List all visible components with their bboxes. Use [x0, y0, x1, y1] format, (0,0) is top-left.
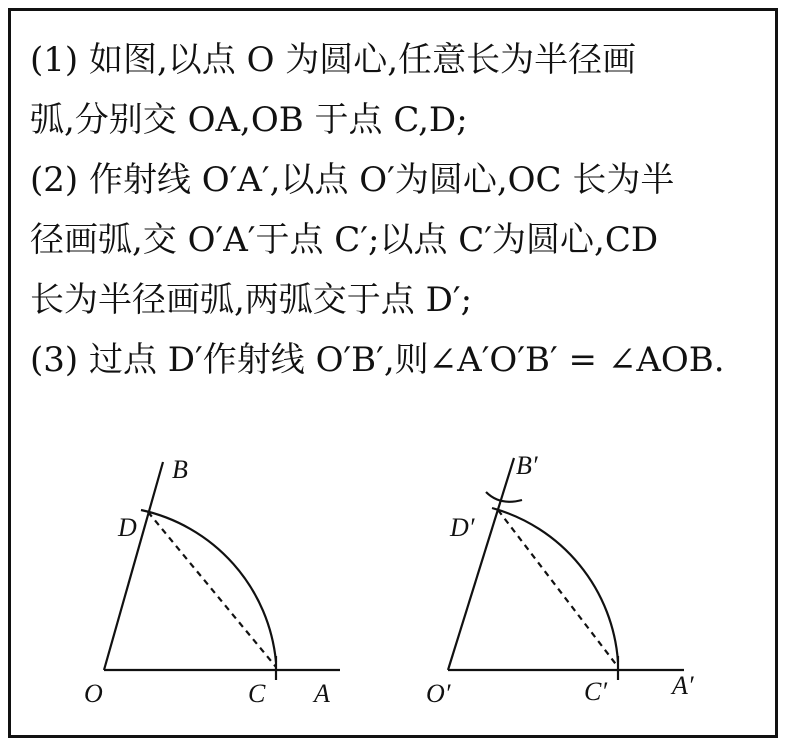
label-O: O — [84, 679, 103, 708]
construction-steps — [30, 30, 760, 390]
step-line-4: 径画弧,交 O′A′于点 C′;以点 C′为圆心,CD — [30, 220, 659, 260]
label-B-prime: B′ — [516, 451, 538, 480]
label-C-prime: C′ — [584, 677, 608, 706]
step-line-5: 长为半径画弧,两弧交于点 D′; — [30, 280, 473, 320]
label-B: B — [172, 455, 188, 484]
step-line-6: (3) 过点 D′作射线 O′B′,则∠A′O′B′ = ∠AOB. — [30, 340, 725, 380]
label-O-prime: O′ — [426, 679, 451, 708]
label-D-prime: D′ — [450, 513, 475, 542]
label-A: A — [314, 679, 330, 708]
step-line-1: (1) 如图,以点 O 为圆心,任意长为半径画 — [30, 40, 637, 80]
step-line-3: (2) 作射线 O′A′,以点 O′为圆心,OC 长为半 — [30, 160, 675, 200]
label-C: C — [248, 679, 266, 708]
label-A-prime: A′ — [672, 671, 694, 700]
step-line-2: 弧,分别交 OA,OB 于点 C,D; — [30, 100, 468, 140]
label-D: D — [118, 513, 137, 542]
